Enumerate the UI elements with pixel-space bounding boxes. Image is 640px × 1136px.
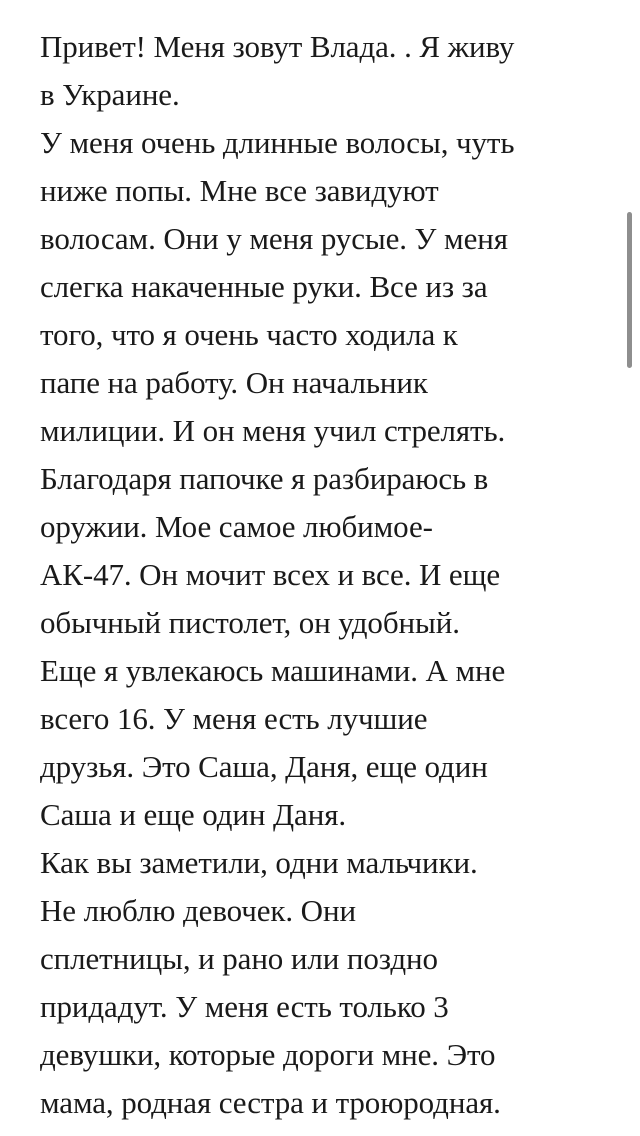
text-line: Благодаря папочке я разбираюсь в <box>40 461 489 496</box>
text-line: оружии. Мое самое любимое- <box>40 509 433 544</box>
text-line: Как вы заметили, одни мальчики. <box>40 845 478 880</box>
text-line: мама, родная сестра и троюродная. <box>40 1085 501 1120</box>
text-line: АК-47. Он мочит всех и все. И еще <box>40 557 501 592</box>
text-line: ниже попы. Мне все завидуют <box>40 173 439 208</box>
article-text <box>40 23 600 1127</box>
text-line: слегка накаченные руки. Все из за <box>40 269 488 304</box>
text-line: милиции. И он меня учил стрелять. <box>40 413 506 448</box>
text-line: сплетницы, и рано или поздно <box>40 941 438 976</box>
text-line: всего 16. У меня есть лучшие <box>40 701 428 736</box>
text-line: волосам. Они у меня русые. У меня <box>40 221 508 256</box>
text-line: Не люблю девочек. Они <box>40 893 356 928</box>
text-line: Привет! Меня зовут Влада. . Я живу <box>40 29 515 64</box>
text-line: друзья. Это Саша, Даня, еще один <box>40 749 488 784</box>
vertical-scrollbar[interactable] <box>627 212 632 368</box>
text-line: придадут. У меня есть только 3 <box>40 989 449 1024</box>
text-line: У меня очень длинные волосы, чуть <box>40 125 515 160</box>
text-line: обычный пистолет, он удобный. <box>40 605 460 640</box>
text-line: в Украине. <box>40 77 180 112</box>
text-line: папе на работу. Он начальник <box>40 365 428 400</box>
text-line: того, что я очень часто ходила к <box>40 317 458 352</box>
text-line: девушки, которые дороги мне. Это <box>40 1037 496 1072</box>
text-line: Еще я увлекаюсь машинами. А мне <box>40 653 506 688</box>
text-line: Саша и еще один Даня. <box>40 797 347 832</box>
